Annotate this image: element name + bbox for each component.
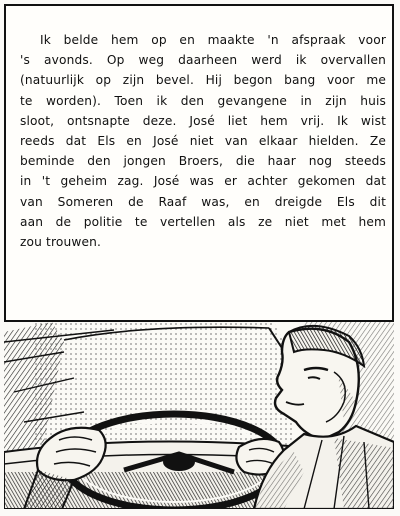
caption-line: van Someren de Raaf was, en dreigde Els dit [20, 194, 386, 209]
caption-line: te worden). Toen ik den gevangene in zijn huis [20, 93, 386, 108]
caption-line: 's avonds. Op weg daarheen werd ik overvallen [20, 53, 386, 68]
caption-line: (natuurlijk op zijn bevel. Hij begon bang voor me [20, 73, 386, 88]
driver-illustration [4, 322, 394, 509]
caption-line: reeds dat Els en José niet van elkaar hielden. Ze [20, 134, 386, 149]
caption-line: sloot, ontsnapte deze. José liet hem vrij. Ik wist [20, 113, 386, 128]
caption-box [20, 30, 386, 252]
caption-line: in 't geheim zag. José was er achter gekomen dat [20, 174, 386, 189]
caption-line: aan de politie te vertellen als ze niet met hem [20, 214, 386, 229]
caption-line: zou trouwen. [20, 235, 102, 250]
panel-illustration [4, 322, 394, 509]
caption-line: Ik belde hem op en maakte 'n afspraak voor [40, 33, 386, 47]
caption-line: beminde den jongen Broers, die haar nog steeds [20, 154, 386, 169]
